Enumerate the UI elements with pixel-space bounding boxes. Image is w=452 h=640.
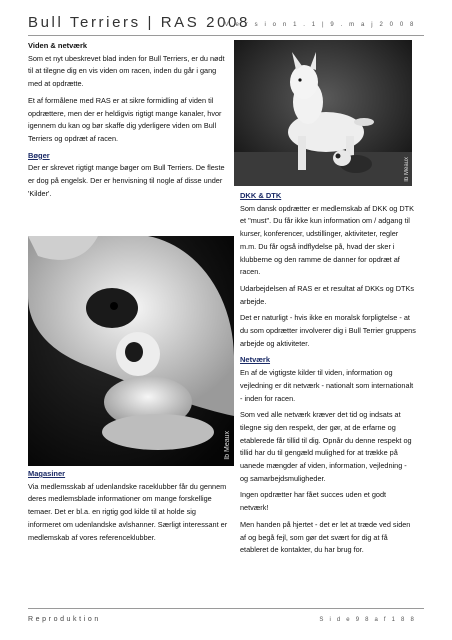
paragraph: Det er naturligt - hvis ikke en moralsk forpligtelse - at du som opdrætter involverer dig i Bull Terrier gruppens arbejde og aktiviteter. (240, 313, 416, 348)
document-title: Bull Terriers | RAS 2008 (28, 14, 250, 31)
header-rule (28, 35, 424, 36)
left-column-bottom (28, 468, 228, 548)
footer-rule (28, 608, 424, 609)
dog-closeup-illustration (28, 236, 234, 466)
paragraph: En af de vigtigste kilder til viden, information og vejledning er dit netværk - nationalt som internationalt - inden for racen. (240, 368, 414, 403)
heading-magasiner: Magasiner (28, 469, 66, 478)
paragraph: Udarbejdelsen af RAS er et resultat af DKKs og DTKs arbejde. (240, 283, 414, 306)
heading-boger: Bøger (28, 150, 50, 160)
paragraph: Via medlemsskab af udenlandske raceklubber får du gennem deres medlemsblade informationer om mange forskellige temaer. Det er bl.a. en rigtig god kilde til at holde sig informeret om udenlandske avlshanner. Særligt interessant er medlemskab af vores referenceklubber. (28, 481, 228, 542)
photo-dog-and-puppy (234, 40, 412, 186)
heading-dkk-dtk: DKK & DTK (240, 191, 282, 200)
photo-dog-with-newborn (28, 236, 234, 466)
paragraph: Som dansk opdrætter er medlemskab af DKK og DTK et "must". Du får ikke kun information om / adgang til kurser, konferencer, udstillinger, aktiviteter, regler m.m. Du får også indflydelse på, hvad der sker i klubberne og den ramme de danner for opdræt af racen. (240, 203, 414, 277)
paragraph: Som ved alle netværk kræver det tid og indsats at tilegne sig den respekt, der gør, at de erfarne og etablerede får tillid til dig. Opnår du denne respekt og tillid har du til gengæld mulighed for at trække på uanede mængder af viden, information, vejledning - og samarbejdsmuligheder. (240, 410, 412, 483)
paragraph: Der er skrevet rigtigt mange bøger om Bull Terriers. De fleste er dog på engelsk. Der er henvisning til nogle af disse under 'Kilder'. (28, 163, 225, 198)
dog-illustration (234, 40, 412, 186)
heading-netvaerk: Netværk (240, 355, 271, 365)
version-date: V e r s i o n 1 . 1 | 9 . m a j 2 0 0 8 (224, 22, 416, 28)
photo-credit: Ib Meaux (404, 157, 410, 182)
left-column-top (28, 40, 226, 204)
heading-viden-netvaerk: Viden & netværk (28, 41, 88, 50)
paragraph: Men handen på hjertet - det er let at træde ved siden af og begå fejl, som gør det svært for dig at få etableret de kontakter, du har brug for. (240, 519, 411, 555)
right-column (240, 190, 416, 561)
page-number: S i d e 9 8 a f 1 8 8 (319, 617, 416, 623)
paragraph: Et af formålene med RAS er at sikre formidling af viden til opdrættere, men der er heldigvis rigtigt mange kanaler, hvor igennem du kan og bør skaffe dig yderligere viden om Bull Terriers og opdræt af racen. (28, 95, 222, 143)
footer-section: Reproduktion (28, 616, 101, 623)
paragraph: Som et nyt ubeskrevet blad inden for Bull Terriers, er du nødt til at tilegne dig en vis viden om racen, inden du går i gang med at opdrætte. (28, 53, 225, 89)
paragraph: Ingen opdrætter har fået succes uden et godt netværk! (240, 490, 387, 513)
photo-credit: Ib Meaux (224, 431, 231, 460)
